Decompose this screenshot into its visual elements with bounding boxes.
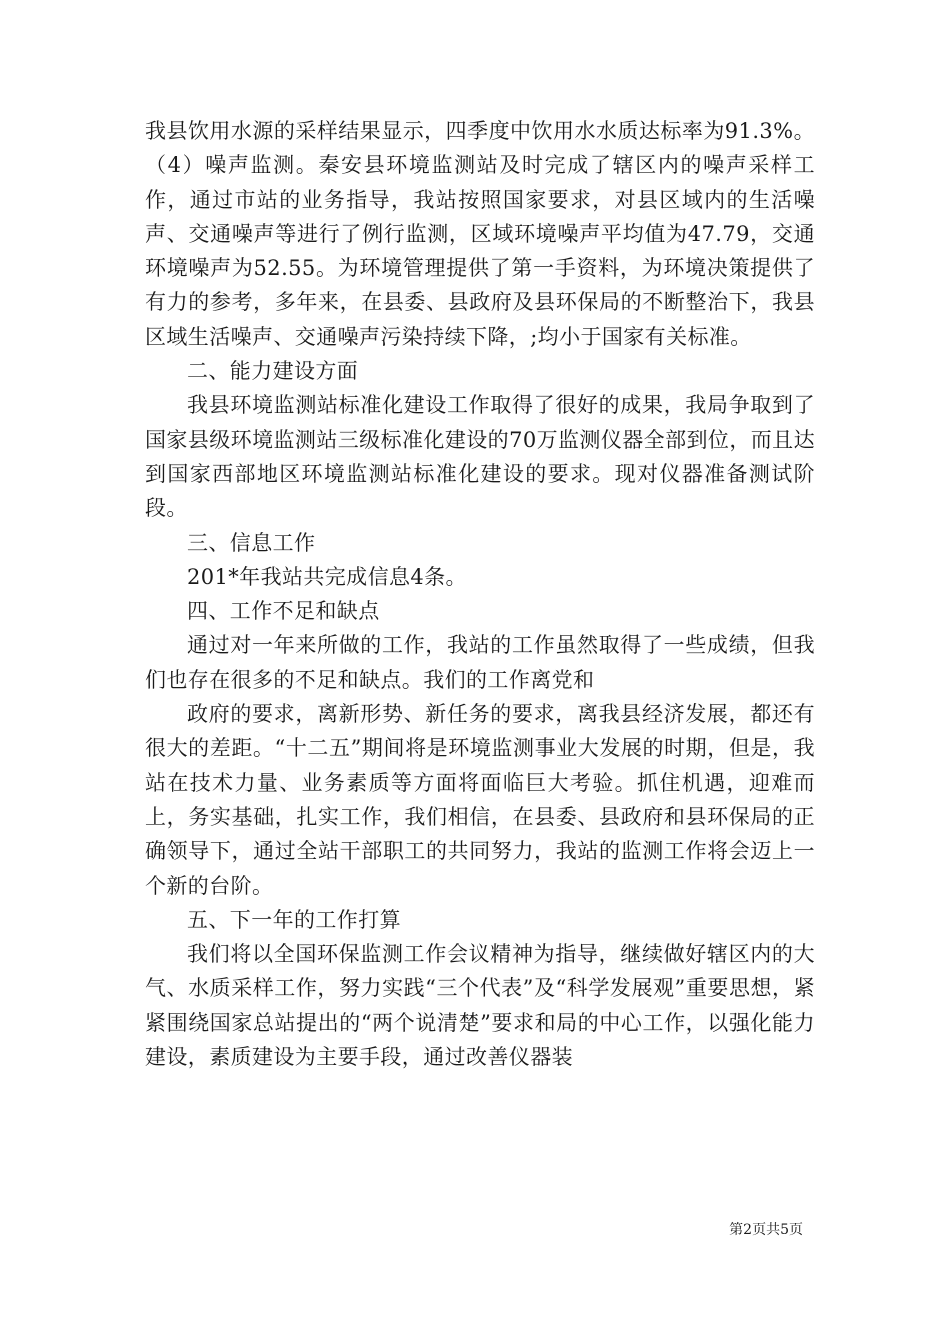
paragraph-shortcomings: 通过对一年来所做的工作，我站的工作虽然取得了一些成绩，但我们也存在很多的不足和缺点。我们的工作离党和 [145, 633, 815, 692]
paragraph-capacity-building: 我县环境监测站标准化建设工作取得了很好的成果，我局争取到了国家县级环境监测站三级标准化建设的70万监测仪器全部到位，而且达到国家西部地区环境监测站标准化建设的要求。现对仪器准备测试阶段。 [145, 393, 815, 521]
paragraph-noise-monitoring: 我县饮用水源的采样结果显示，四季度中饮用水水质达标率为91.3%。（4）噪声监测。秦安县环境监测站及时完成了辖区内的噪声采样工作，通过市站的业务指导，我站按照国家要求，对县区域内的生活噪声、交通噪声等进行了例行监测，区域环境噪声平均值为47.79，交通环境噪声为52.55。为环境管理提供了第一手资料，为环境决策提供了有力的参考，多年来，在县委、县政府及县环保局的不断整治下，我县区域生活噪声、交通噪声污染持续下降，;均小于国家有关标准。 [145, 119, 815, 349]
paragraph-information-work: 201*年我站共完成信息4条。 [187, 564, 467, 589]
page-number: 第2页共5页 [729, 1222, 803, 1238]
heading-shortcomings: 四、工作不足和缺点 [187, 599, 380, 624]
heading-information-work: 三、信息工作 [187, 530, 316, 555]
paragraph-next-year-plan: 我们将以全国环保监测工作会议精神为指导，继续做好辖区内的大气、水质采样工作，努力实践“三个代表”及“科学发展观”重要思想，紧紧围绕国家总站提出的“两个说清楚”要求和局的中心工作，以强化能力建设，素质建设为主要手段，通过改善仪器装 [145, 942, 815, 1070]
document-body [145, 114, 815, 1074]
heading-capacity-building: 二、能力建设方面 [187, 359, 359, 384]
paragraph-shortcomings-cont: 政府的要求，离新形势、新任务的要求，离我县经济发展，都还有很大的差距。“十二五”期间将是环境监测事业大发展的时期，但是，我站在技术力量、业务素质等方面将面临巨大考验。抓住机遇，迎难而上，务实基础，扎实工作，我们相信，在县委、县政府和县环保局的正确领导下，通过全站干部职工的共同努力，我站的监测工作将会迈上一个新的台阶。 [145, 702, 815, 898]
heading-next-year-plan: 五、下一年的工作打算 [187, 907, 401, 932]
